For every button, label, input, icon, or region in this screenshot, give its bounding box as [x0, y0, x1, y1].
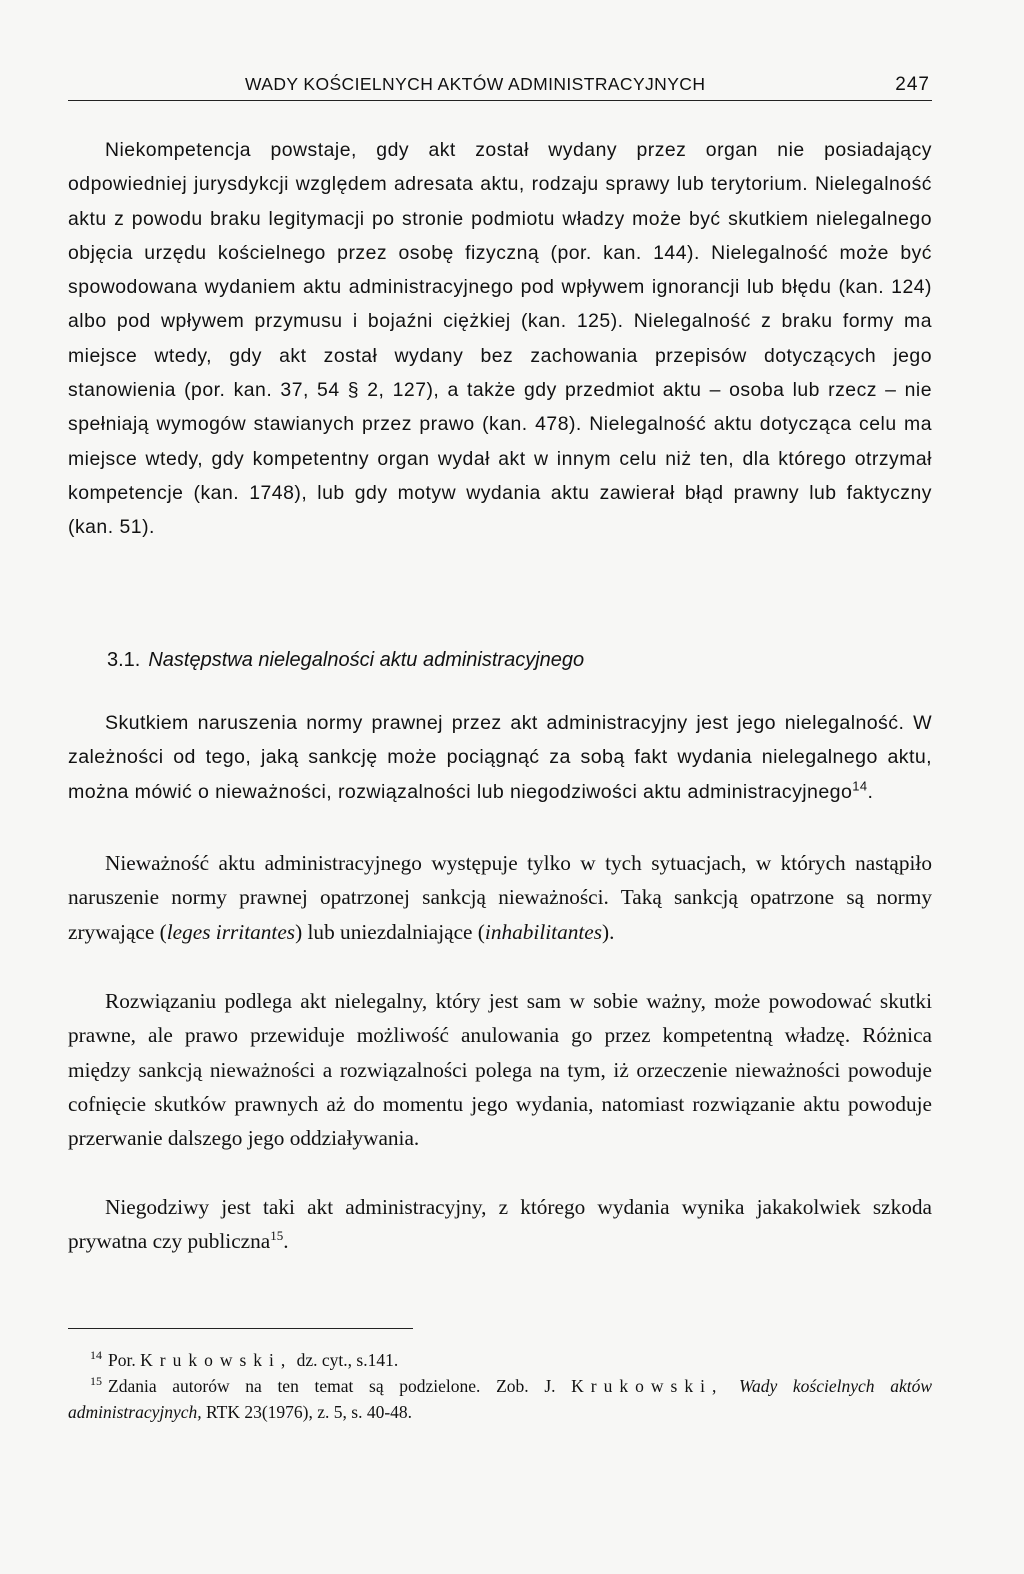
- paragraph-niegodziwy: [68, 1190, 932, 1259]
- paragraph-text-end: .: [867, 780, 874, 803]
- latin-term: inhabilitantes: [484, 919, 603, 944]
- footnote-reference[interactable]: 14: [852, 778, 868, 794]
- running-header: [68, 70, 932, 101]
- footnote-text: RTK 23(1976), z. 5, s. 40-48.: [201, 1402, 413, 1422]
- footnote-cited-title: Wady kościelnych aktów administracyjnych,: [68, 1376, 932, 1422]
- paragraph-rozwiazaniu: Rozwiązaniu podlega akt nielegalny, który jest sam w sobie ważny, może powodować skutki prawne, ale prawo przewiduje możliwość anulowania go przez kompetentną władzę. Różnica między sankcją nieważności a rozwiązalności polega na tym, iż orzeczenie nieważności powoduje cofnięcie skutków prawnych aż do momentu jego wydania, natomiast rozwiązanie aktu powoduje przerwanie dalszego jego oddziaływania.: [68, 989, 932, 1151]
- section-heading: [107, 643, 584, 677]
- footnotes: [68, 1347, 932, 1425]
- footnote-author: Krukowski,: [140, 1350, 293, 1370]
- paragraph-text-end: .: [283, 1229, 289, 1254]
- footnote-14: [68, 1347, 932, 1373]
- paragraph-text-end: ).: [602, 919, 615, 944]
- footnote-text: Por.: [108, 1350, 141, 1370]
- page-number: 247: [895, 74, 930, 95]
- section-title: Następstwa nielegalności aktu administracyjnego: [148, 649, 585, 671]
- paragraph-text: Skutkiem naruszenia normy prawnej przez akt administracyjny jest jego nielegalność. W zależności od tego, jaką sankcję może pociągnąć za sobą fakt wydania nielegalnego aktu, można mówić o nieważności, rozwiązalności lub niegodziwości aktu administracyjnego: [68, 712, 932, 803]
- footnote-text: dz. cyt., s.141.: [292, 1350, 399, 1370]
- paragraph-skutkiem: [68, 706, 932, 809]
- footnote-text: Zdania autorów na ten temat są podzielone. Zob. J.: [108, 1376, 572, 1396]
- section-number: 3.1.: [107, 649, 141, 671]
- paragraph-text: Niegodziwy jest taki akt administracyjny, z którego wydania wynika jakakolwiek szkoda prywatna czy publiczna: [68, 1195, 932, 1254]
- paragraph-text: ) lub uniezdalniające (: [295, 919, 485, 944]
- footnote-divider: [68, 1328, 413, 1329]
- footnote-15: [68, 1373, 932, 1425]
- footnote-reference[interactable]: 15: [270, 1228, 284, 1244]
- latin-term: leges irritantes: [166, 919, 296, 944]
- paragraph-text: Nieważność aktu administracyjnego występuje tylko w tych sytuacjach, w których nastąpiło naruszenie normy prawnej opatrzonej sankcją nieważności. Taką sankcją opatrzone są normy zrywające (: [68, 851, 932, 944]
- paragraph-niekompetencja: Niekompetencja powstaje, gdy akt został wydany przez organ nie posiadający odpowiedniej jurysdykcji względem adresata aktu, rodzaju sprawy lub terytorium. Nielegalność aktu z powodu braku legitymacji po stronie podmiotu władzy może być skutkiem nielegalnego objęcia urzędu kościelnego przez osobę fizyczną (por. kan. 144). Nielegalność może być spowodowana wydaniem aktu administracyjnego pod wpływem ignorancji lub błędu (kan. 124) albo pod wpływem przymusu i bojaźni ciężkiej (kan. 125). Nielegalność z braku formy ma miejsce wtedy, gdy akt został wydany bez zachowania przepisów dotyczących jego stanowienia (por. kan. 37, 54 § 2, 127), a także gdy przedmiot aktu – osoba lub rzecz – nie spełniają wymogów stawianych przez prawo (kan. 478). Nielegalność aktu dotycząca celu ma miejsce wtedy, gdy kompetentny organ wydał akt w innym celu niż ten, dla którego otrzymał kompetencje (kan. 1748), lub gdy motyw wydania aktu zawierał błąd prawny lub faktyczny (kan. 51).: [68, 139, 932, 539]
- paragraph-niewaznosc: [68, 846, 932, 949]
- running-title: WADY KOŚCIELNYCH AKTÓW ADMINISTRACYJNYCH: [245, 74, 706, 94]
- footnote-mark: 15: [90, 1374, 102, 1389]
- footnote-author: Krukowski,: [571, 1376, 724, 1396]
- footnote-mark: 14: [90, 1348, 102, 1363]
